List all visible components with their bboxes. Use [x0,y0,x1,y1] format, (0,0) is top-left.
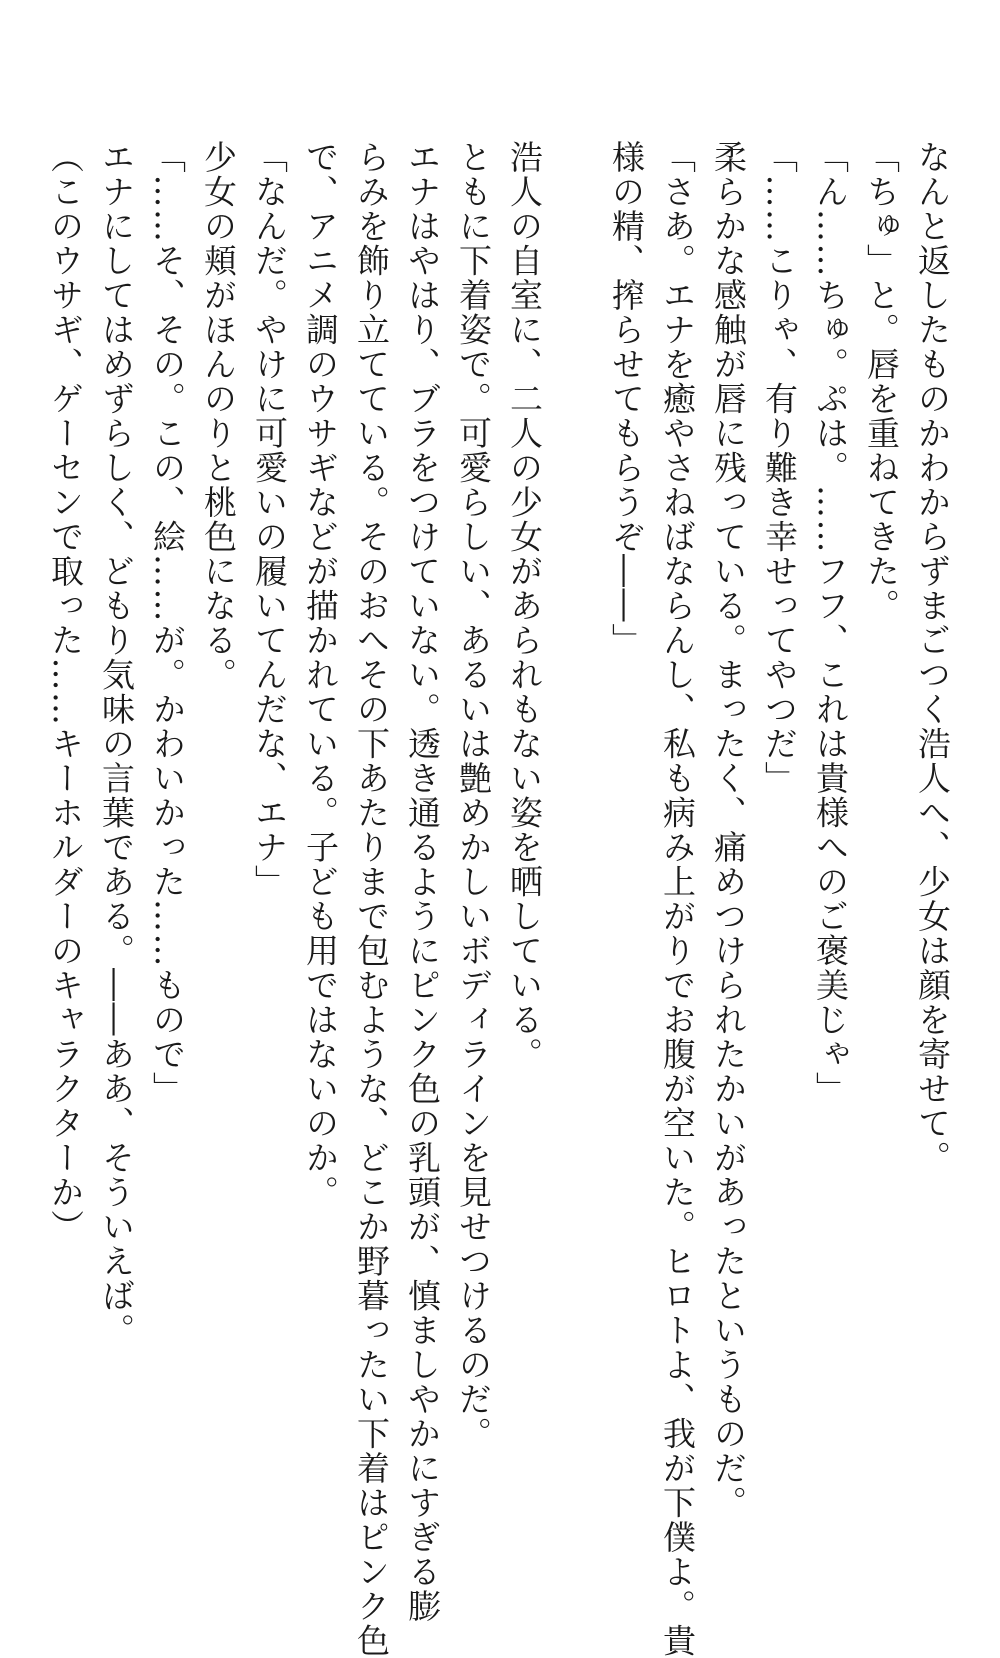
paragraph-break [550,140,601,1380]
text-line: 様の精、搾らせてもらうぞ――」 [607,140,646,658]
text-line: 「さあ。エナを癒やさねばならんし、私も病み上がりでお腹が空いた。ヒロトよ、我が下僕よ。貴 [658,140,697,1658]
text-line: らみを飾り立てている。そのおへその下あたりまで包むような、どこか野暮ったい下着はピンク色 [352,140,391,1658]
text-line: 少女の頬がほんのりと桃色になる。 [199,140,238,692]
text-line: ともに下着姿で。可愛らしい、あるいは艶めかしいボディラインを見せつけるのだ。 [454,140,493,1451]
text-line: 浩人の自室に、二人の少女があられもない姿を晒している。 [505,140,544,1072]
text-line: エナにしてはめずらしく、どもり気味の言葉である。――ああ、そういえば。 [97,140,136,1348]
text-line: 柔らかな感触が唇に残っている。まったく、痛めつけられたかいがあったというものだ。 [709,140,748,1520]
text-line: （このウサギ、ゲーセンで取った……キーホルダーのキャラクターか） [46,140,85,1244]
text-line: 「……こりゃ、有り難き幸せってやつだ」 [760,140,799,796]
vertical-text-body [40,140,958,1658]
text-line: エナはやはり、ブラをつけていない。透き通るようにピンク色の乳頭が、慎ましやかにすぎる膨 [403,140,442,1624]
text-line: で、アニメ調のウサギなどが描かれている。子ども用ではないのか。 [301,140,340,1210]
text-line: 「ん……ちゅ。ぷは。……フフ、これは貴様へのご褒美じゃ」 [811,140,850,1106]
text-line: 「……そ、その。この、絵……が。かわいかった……もので」 [148,140,187,1106]
text-line: なんと返したものかわからずまごつく浩人へ、少女は顔を寄せて。 [913,140,952,1175]
text-line: 「ちゅ」と。唇を重ねてきた。 [862,140,901,623]
text-line: 「なんだ。やけに可愛いの履いてんだな、エナ」 [250,140,289,899]
